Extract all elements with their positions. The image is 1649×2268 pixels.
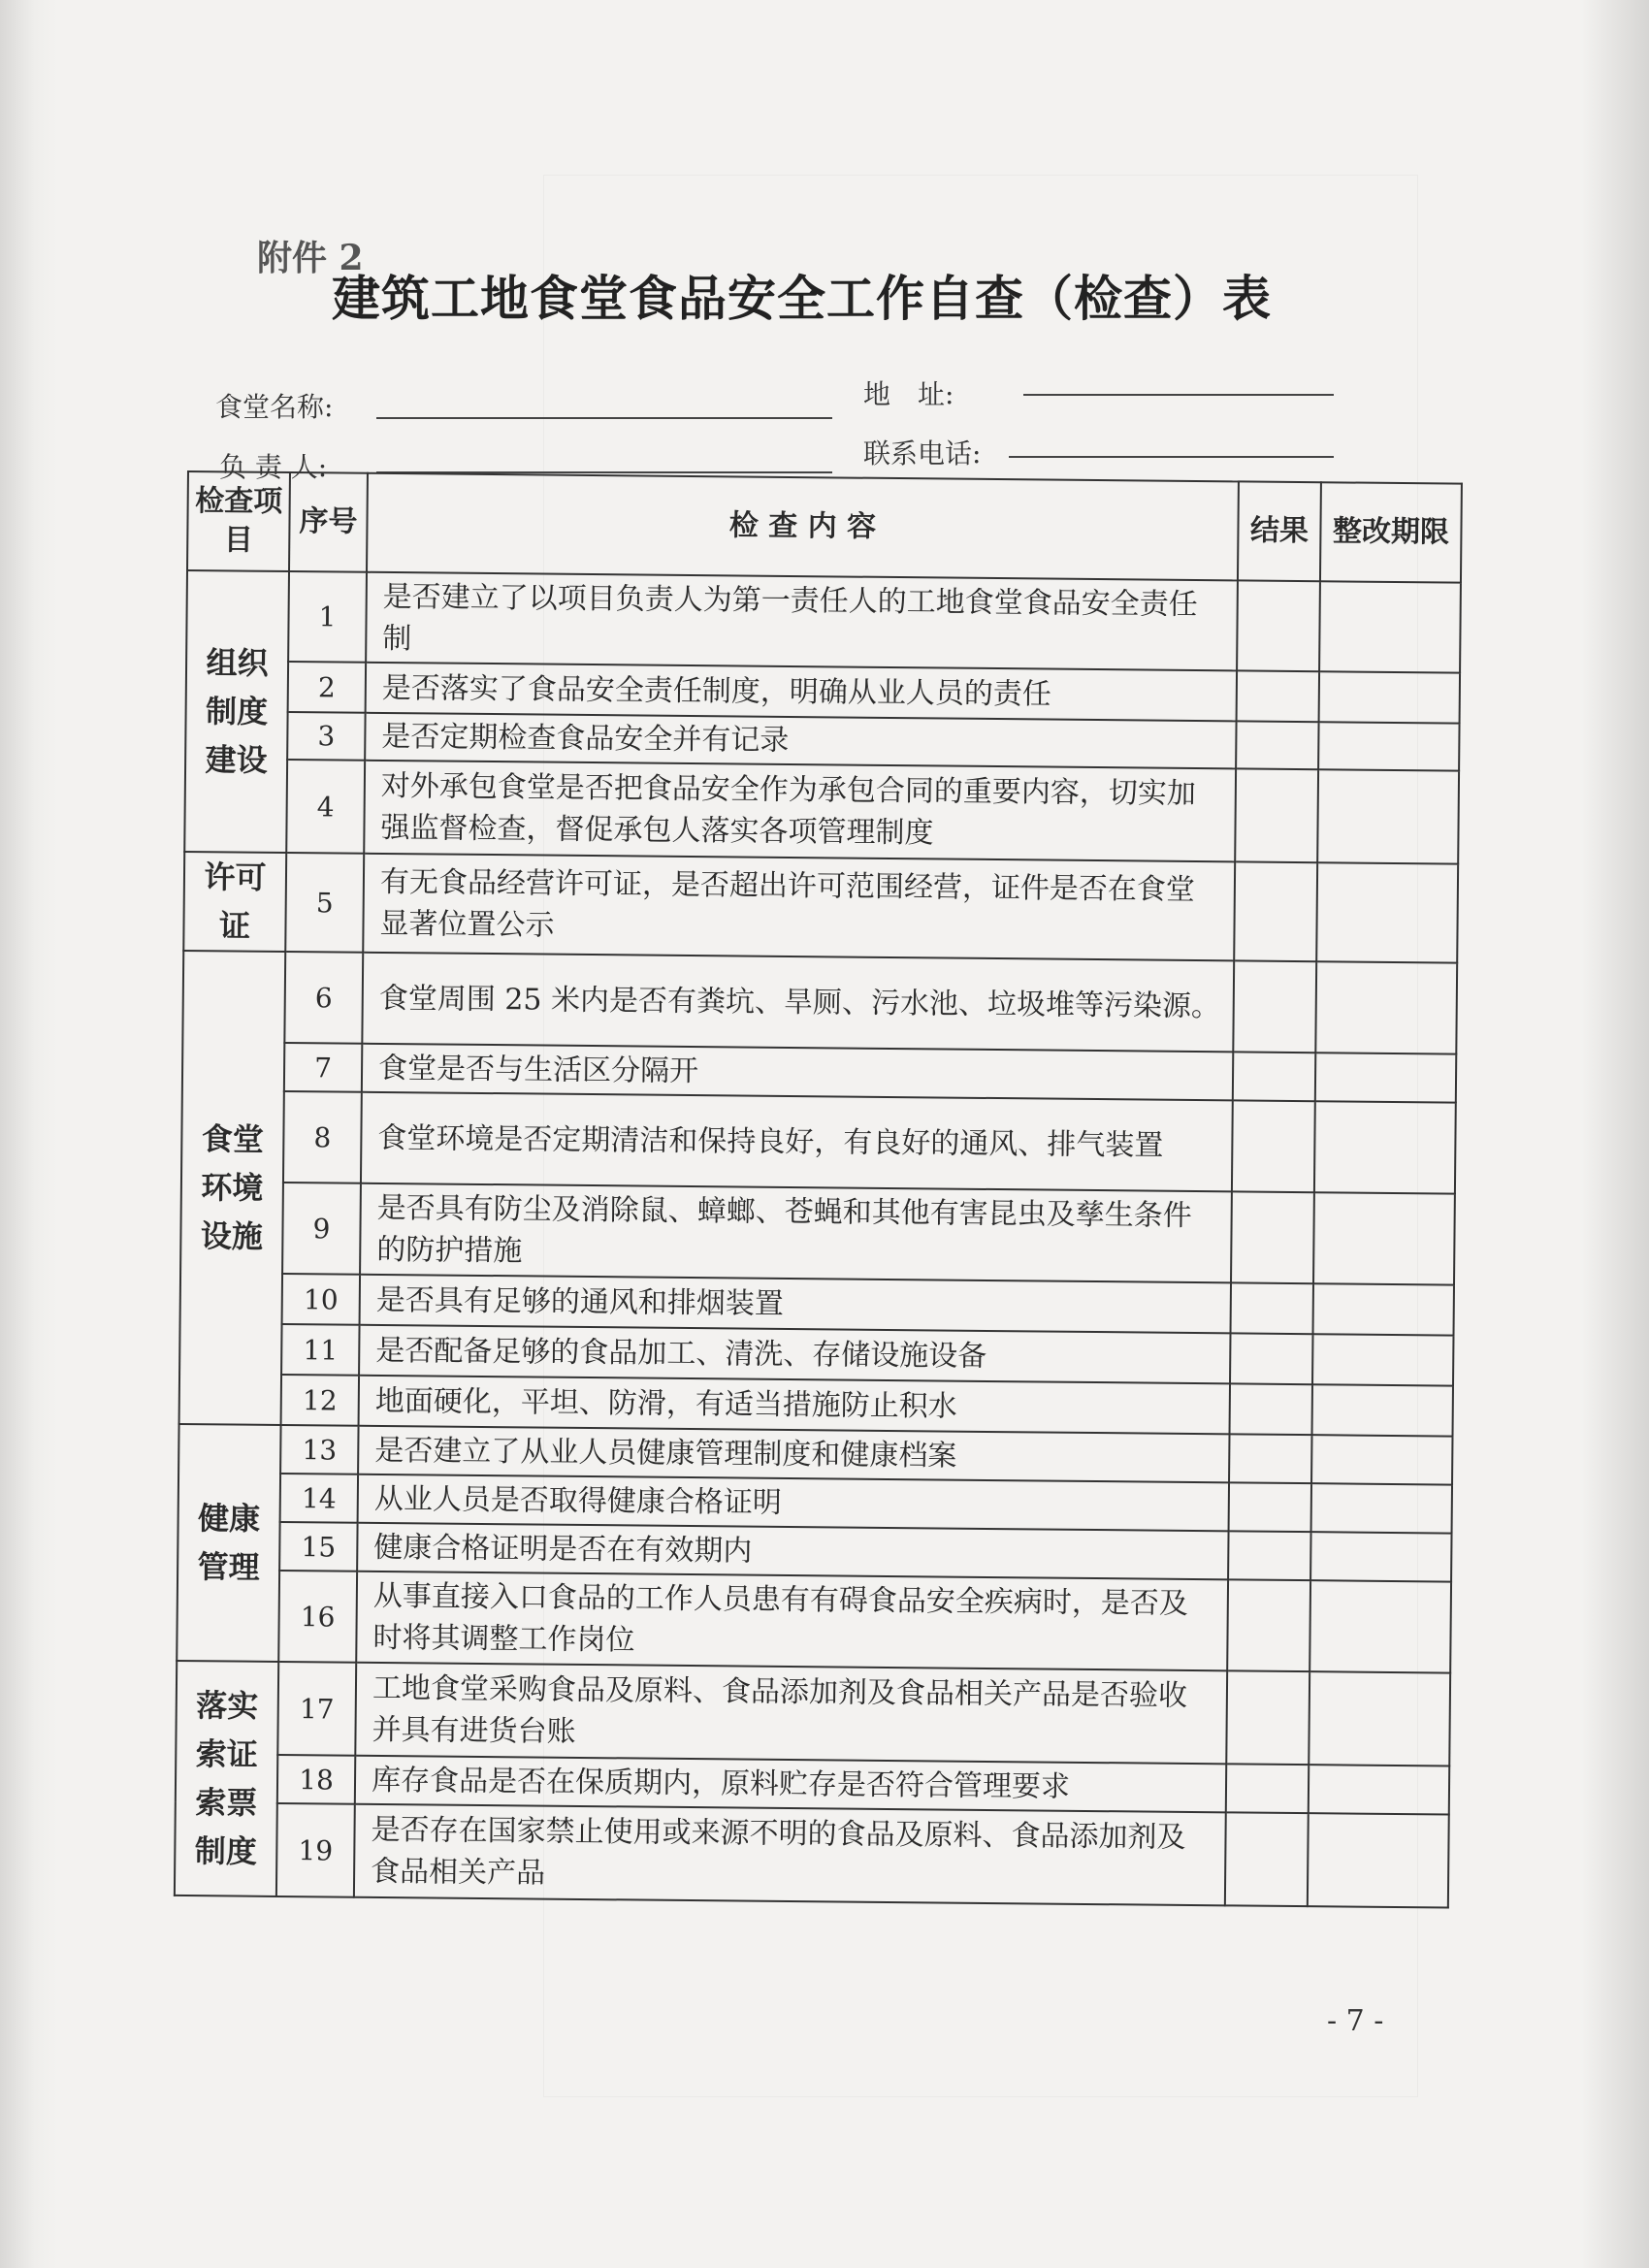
row-number: 12	[281, 1375, 359, 1426]
table-row	[186, 570, 1461, 673]
row-number: 8	[283, 1091, 362, 1183]
deadline-cell[interactable]	[1311, 1435, 1452, 1484]
header-content: 检 查 内 容	[367, 473, 1239, 581]
deadline-cell[interactable]	[1315, 1053, 1456, 1102]
deadline-cell[interactable]	[1312, 1334, 1453, 1385]
row-number: 19	[276, 1803, 355, 1897]
header-item: 检查项目	[187, 471, 290, 571]
row-content: 是否建立了以项目负责人为第一责任人的工地食堂食品安全责任制	[366, 572, 1238, 671]
row-content: 库存食品是否在保质期内，原料贮存是否符合管理要求	[355, 1756, 1226, 1813]
row-content: 食堂周围 25 米内是否有粪坑、旱厕、污水池、垃圾堆等污染源。	[362, 953, 1234, 1053]
row-number: 14	[280, 1474, 358, 1523]
deadline-cell[interactable]	[1313, 1283, 1454, 1335]
table-row	[183, 852, 1458, 963]
result-cell[interactable]	[1227, 1579, 1310, 1671]
row-content: 是否具有防尘及消除鼠、蟑螂、苍蝇和其他有害昆虫及孳生条件的防护措施	[360, 1183, 1232, 1283]
table-row	[177, 1570, 1451, 1673]
row-content: 地面硬化，平坦、防滑，有适当措施防止积水	[359, 1376, 1230, 1435]
deadline-cell[interactable]	[1317, 769, 1459, 863]
result-cell[interactable]	[1237, 580, 1320, 671]
table-row	[176, 1661, 1450, 1766]
result-cell[interactable]	[1233, 1052, 1315, 1101]
result-cell[interactable]	[1233, 960, 1316, 1053]
category-health: 健康管理	[177, 1424, 280, 1662]
page-edge-right	[1581, 0, 1649, 2268]
row-number: 17	[277, 1662, 356, 1756]
result-cell[interactable]	[1231, 1282, 1313, 1334]
table-row	[184, 759, 1459, 864]
canteen-name-field[interactable]	[376, 417, 832, 419]
attachment-label: 附件 2	[257, 238, 364, 278]
header-result: 结果	[1238, 481, 1321, 581]
table-row	[180, 1182, 1455, 1285]
row-number: 16	[278, 1571, 357, 1663]
deadline-cell[interactable]	[1314, 1101, 1456, 1193]
table-row	[175, 1802, 1449, 1908]
row-number: 2	[288, 662, 366, 713]
deadline-cell[interactable]	[1310, 1532, 1451, 1581]
row-content: 是否配备足够的食品加工、清洗、存储设施设备	[359, 1325, 1230, 1384]
deadline-cell[interactable]	[1308, 1813, 1449, 1907]
deadline-cell[interactable]	[1315, 961, 1457, 1053]
result-cell[interactable]	[1228, 1531, 1310, 1580]
deadline-cell[interactable]	[1319, 671, 1460, 723]
row-number: 18	[277, 1755, 355, 1804]
deadline-cell[interactable]	[1319, 581, 1461, 672]
row-number: 4	[286, 760, 365, 854]
row-content: 食堂是否与生活区分隔开	[362, 1044, 1233, 1101]
deadline-cell[interactable]	[1309, 1671, 1450, 1766]
row-number: 3	[287, 712, 365, 761]
inspection-table	[174, 470, 1463, 1909]
result-cell[interactable]	[1235, 768, 1318, 862]
row-number: 1	[288, 571, 367, 663]
row-number: 13	[280, 1425, 358, 1474]
page-edge-left	[0, 0, 58, 2268]
row-content: 是否定期检查食品安全并有记录	[365, 713, 1236, 769]
canteen-name-label: 食堂名称:	[215, 391, 334, 423]
row-content: 是否存在国家禁止使用或来源不明的食品及原料、食品添加剂及食品相关产品	[354, 1804, 1226, 1906]
row-content: 是否落实了食品安全责任制度，明确从业人员的责任	[366, 663, 1237, 722]
table-row	[181, 1090, 1456, 1194]
result-cell[interactable]	[1236, 721, 1318, 769]
deadline-cell[interactable]	[1310, 1580, 1451, 1672]
row-number: 10	[282, 1274, 360, 1325]
result-cell[interactable]	[1225, 1812, 1309, 1906]
result-cell[interactable]	[1226, 1764, 1309, 1813]
person-in-charge-label: 负 责 人:	[219, 451, 328, 483]
document-title: 建筑工地食堂食品安全工作自查（检查）表	[332, 270, 1272, 327]
row-number: 11	[281, 1324, 359, 1376]
result-cell[interactable]	[1232, 1100, 1315, 1192]
deadline-cell[interactable]	[1318, 722, 1459, 770]
category-certificates: 落实索证索票制度	[175, 1661, 278, 1896]
row-content: 从事直接入口食品的工作人员患有有碍食品安全疾病时，是否及时将其调整工作岗位	[356, 1571, 1228, 1671]
table-header-row	[187, 471, 1462, 583]
row-content: 从业人员是否取得健康合格证明	[358, 1474, 1229, 1532]
result-cell[interactable]	[1230, 1383, 1312, 1435]
row-content: 健康合格证明是否在有效期内	[357, 1523, 1228, 1580]
result-cell[interactable]	[1226, 1670, 1310, 1765]
deadline-cell[interactable]	[1316, 862, 1458, 962]
row-number: 6	[284, 952, 363, 1044]
phone-field[interactable]	[1009, 456, 1334, 458]
address-label: 地 址:	[863, 378, 954, 410]
result-cell[interactable]	[1229, 1482, 1311, 1532]
category-org-system: 组织制度建设	[184, 570, 289, 853]
result-cell[interactable]	[1230, 1333, 1312, 1384]
address-field[interactable]	[1023, 394, 1334, 396]
row-content: 是否建立了从业人员健康管理制度和健康档案	[358, 1426, 1229, 1483]
deadline-cell[interactable]	[1311, 1483, 1452, 1533]
category-environment: 食堂环境设施	[179, 951, 286, 1425]
header-no: 序号	[289, 472, 368, 572]
page-number: - 7 -	[1327, 2004, 1384, 2038]
category-license: 许可证	[183, 852, 286, 952]
row-number: 5	[285, 853, 364, 953]
row-content: 是否具有足够的通风和排烟装置	[360, 1275, 1231, 1334]
deadline-cell[interactable]	[1313, 1192, 1455, 1284]
row-number: 15	[279, 1522, 357, 1571]
result-cell[interactable]	[1237, 670, 1319, 722]
result-cell[interactable]	[1234, 861, 1317, 961]
phone-label: 联系电话:	[863, 437, 982, 470]
row-content: 食堂环境是否定期清洁和保持良好，有良好的通风、排气装置	[361, 1092, 1233, 1192]
row-number: 9	[282, 1183, 361, 1275]
result-cell[interactable]	[1229, 1434, 1311, 1483]
table-row	[182, 951, 1457, 1054]
row-content: 有无食品经营许可证，是否超出许可范围经营，证件是否在食堂显著位置公示	[363, 854, 1235, 961]
row-content: 对外承包食堂是否把食品安全作为承包合同的重要内容，切实加强监督检查，督促承包人落实各项管理制度	[364, 761, 1236, 862]
result-cell[interactable]	[1231, 1191, 1314, 1283]
deadline-cell[interactable]	[1312, 1384, 1453, 1436]
row-number: 7	[284, 1043, 362, 1092]
deadline-cell[interactable]	[1309, 1765, 1449, 1814]
header-deadline: 整改期限	[1320, 482, 1462, 582]
row-content: 工地食堂采购食品及原料、食品添加剂及食品相关产品是否验收并具有进货台账	[355, 1663, 1227, 1765]
